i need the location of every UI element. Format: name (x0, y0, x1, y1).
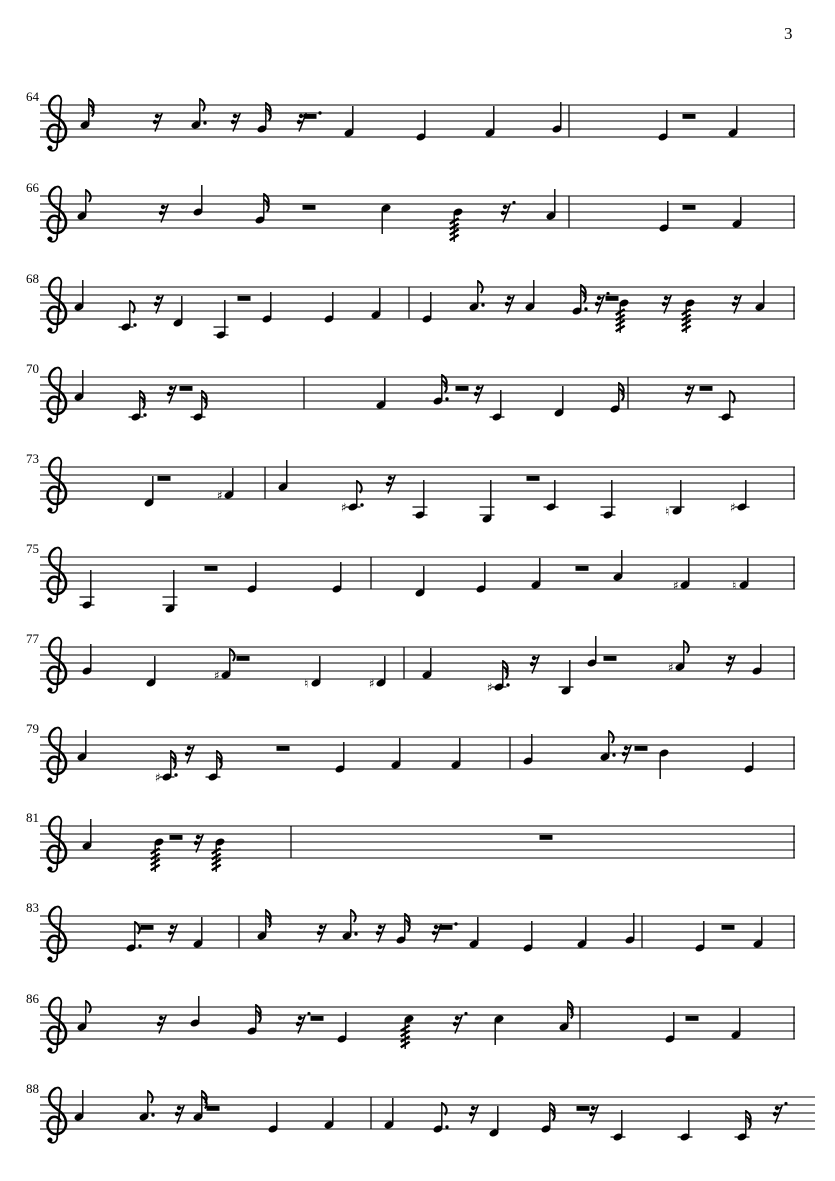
svg-text:♯: ♯ (341, 500, 347, 515)
measure-number: 70 (26, 361, 39, 376)
svg-text:♯: ♯ (673, 578, 679, 593)
measure-number: 77 (26, 631, 39, 646)
measure-number: 73 (26, 451, 39, 466)
measure-number: 68 (26, 271, 39, 286)
svg-text:♯: ♯ (217, 488, 223, 503)
svg-text:♮: ♮ (304, 676, 309, 691)
measure-number: 81 (26, 810, 39, 825)
svg-text:♯: ♯ (668, 660, 674, 675)
measure-number: 86 (26, 991, 39, 1006)
measure-number: 79 (26, 721, 39, 736)
svg-text:♯: ♯ (487, 680, 493, 695)
page-number: 3 (784, 24, 793, 43)
svg-text:♯: ♯ (155, 770, 161, 785)
svg-text:♯: ♯ (214, 668, 220, 683)
measure-number: 66 (26, 180, 39, 195)
svg-text:♮: ♮ (665, 504, 670, 519)
svg-text:♯: ♯ (369, 676, 375, 691)
measure-number: 83 (26, 900, 39, 915)
measure-number: 75 (26, 541, 39, 556)
svg-text:♮: ♮ (732, 578, 737, 593)
measure-number: 88 (26, 1081, 39, 1096)
svg-text:♯: ♯ (730, 500, 736, 515)
measure-number: 64 (26, 89, 39, 104)
